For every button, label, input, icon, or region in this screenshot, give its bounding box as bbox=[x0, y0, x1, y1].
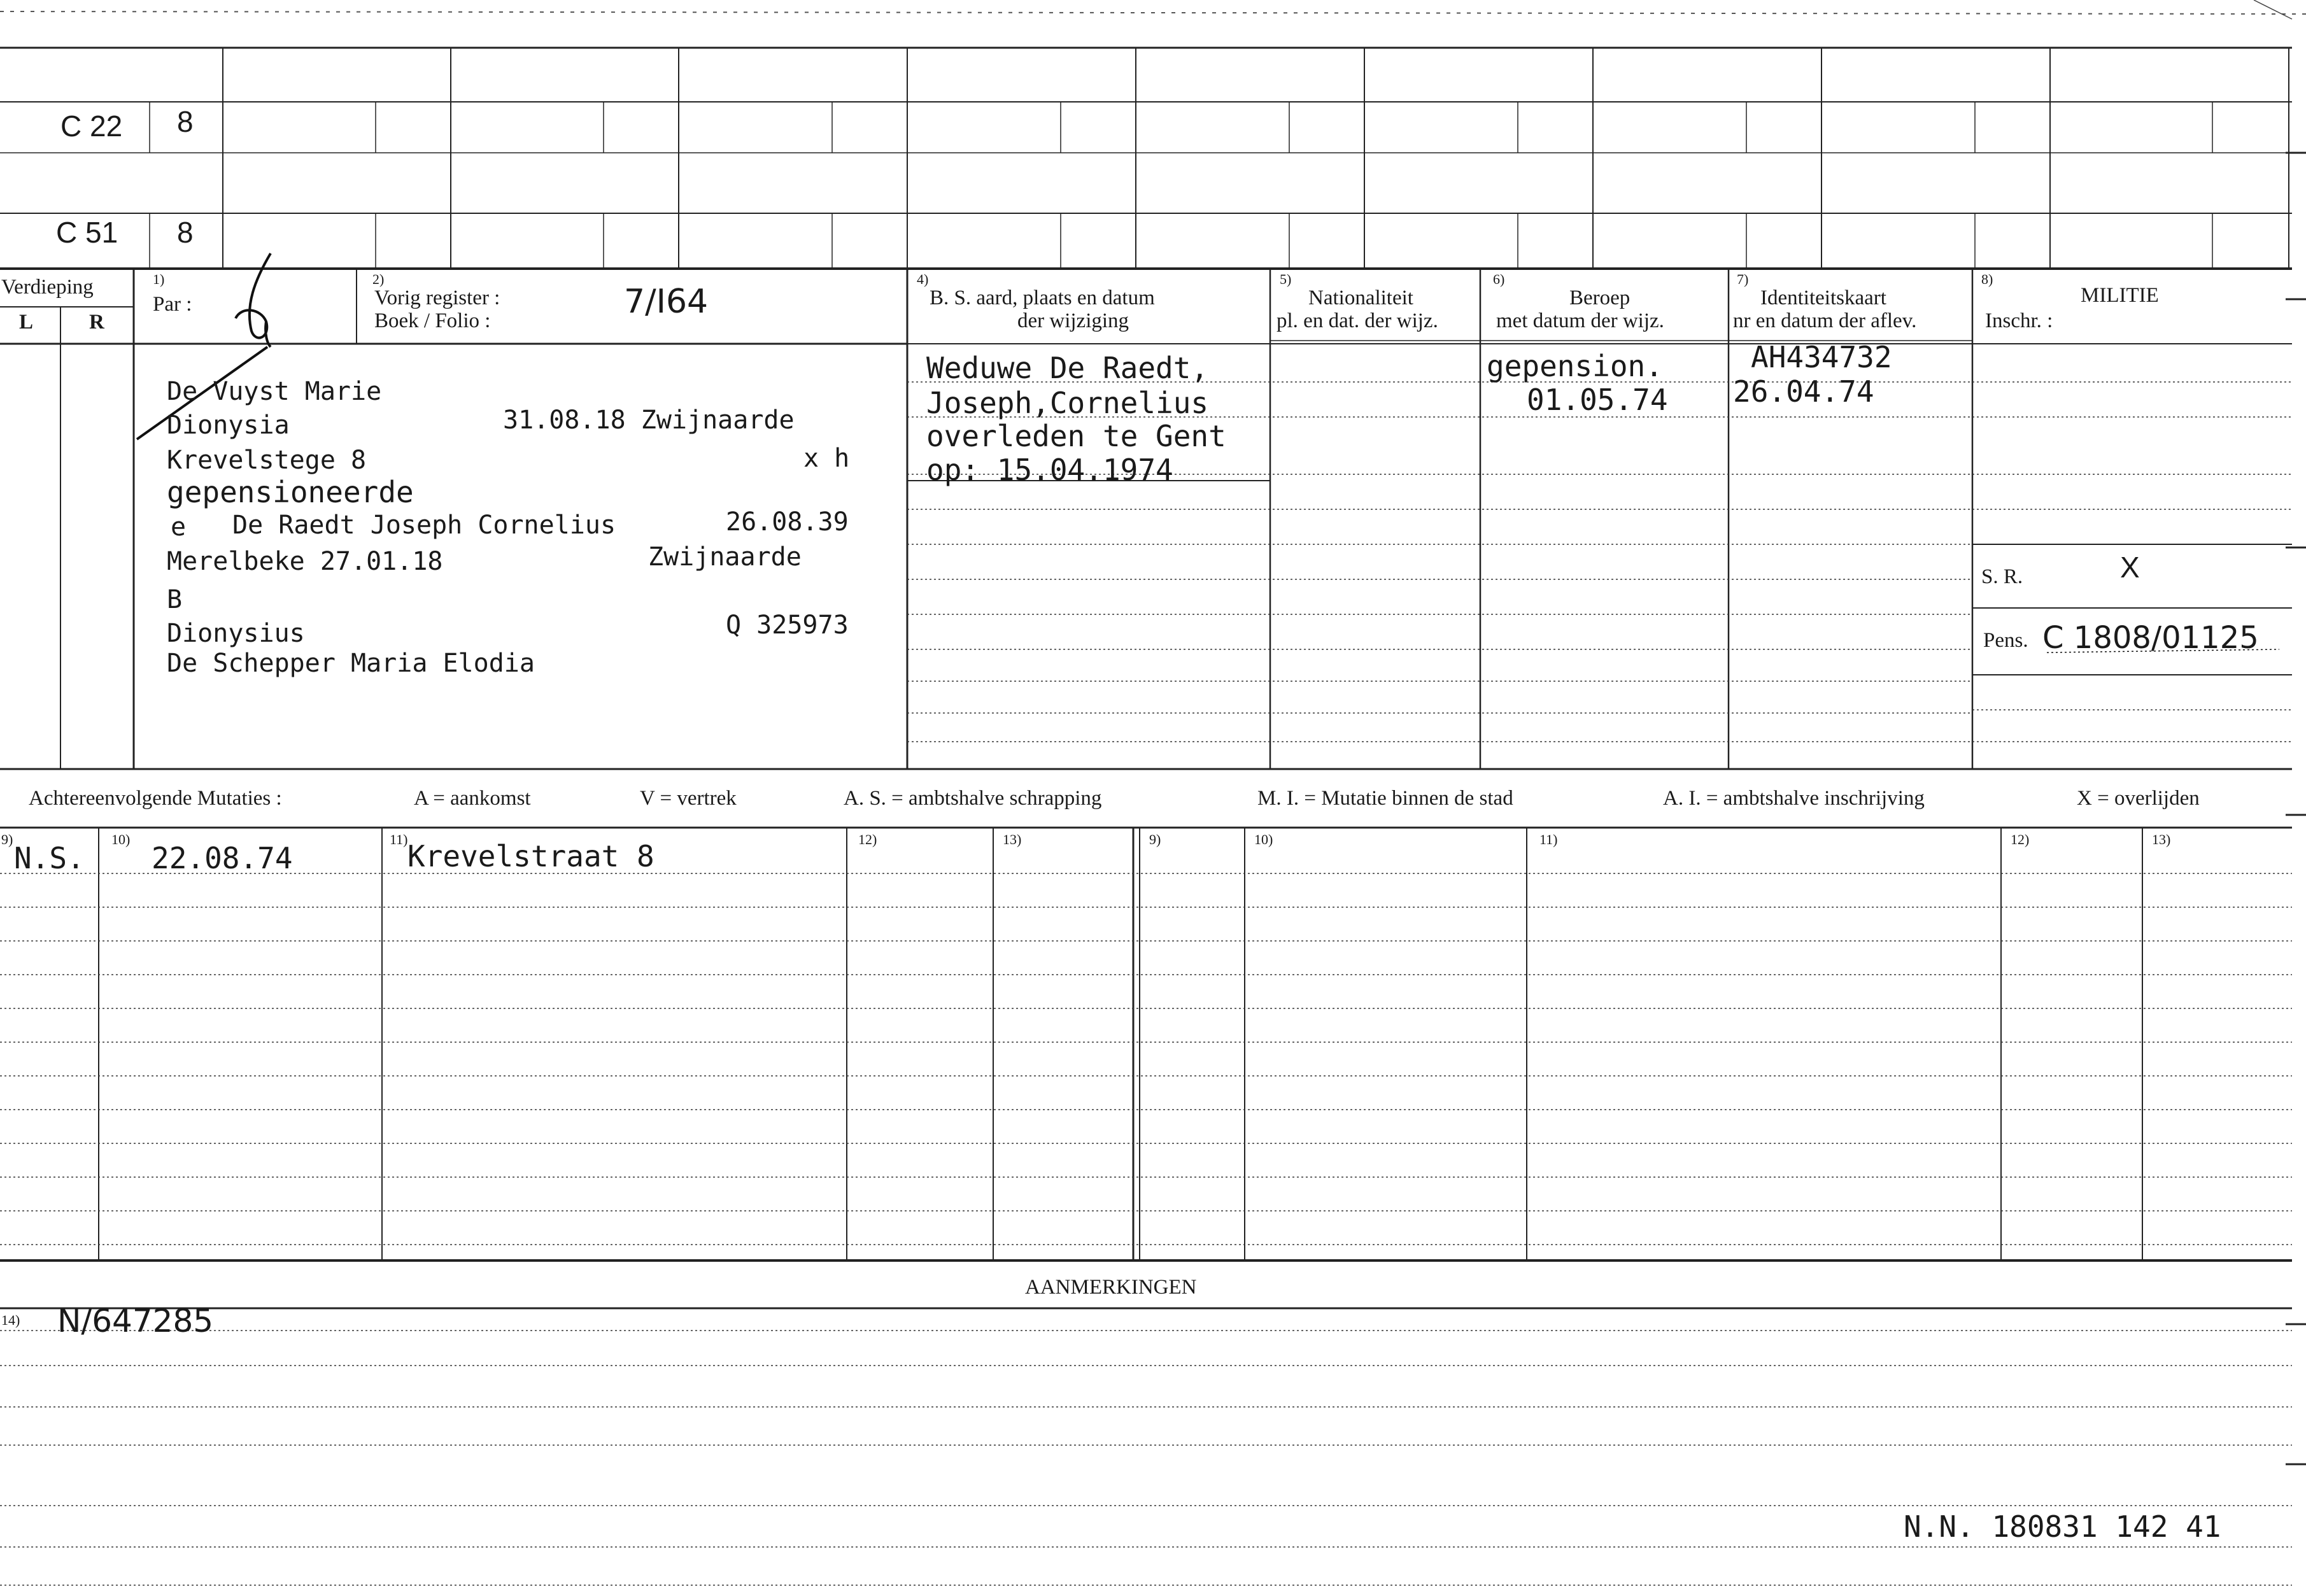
legend-ambtshalve-schrapping: A. S. = ambtshalve schrapping bbox=[844, 787, 1102, 810]
spouse-name: De Raedt Joseph Cornelius bbox=[232, 511, 616, 540]
spouse-residence: Zwijnaarde bbox=[648, 542, 802, 572]
person-occupation: gepensioneerde bbox=[167, 475, 414, 509]
field-2-number: 2) bbox=[372, 271, 385, 287]
field-8-number: 8) bbox=[1981, 271, 1993, 287]
nationality-header-line2: pl. en dat. der wijz. bbox=[1277, 309, 1438, 332]
vorig-register-value: 7/I64 bbox=[624, 283, 709, 321]
national-number: N.N. 180831 142 41 bbox=[1904, 1509, 2221, 1544]
field-1-number: 1) bbox=[153, 271, 165, 287]
beroep-value: gepension. bbox=[1487, 349, 1663, 383]
id-card-header-line1: Identiteitskaart bbox=[1760, 286, 1886, 309]
register-folio-2: 8 bbox=[177, 216, 194, 249]
mutation-code: N.S. bbox=[14, 841, 85, 875]
person-surname: De Vuyst Marie bbox=[167, 377, 382, 406]
person-address: Krevelstege 8 bbox=[167, 446, 367, 475]
beroep-header-line1: Beroep bbox=[1569, 286, 1630, 309]
spouse-birth: Merelbeke 27.01.18 bbox=[167, 547, 443, 576]
mutation-col-9b: 9) bbox=[1149, 831, 1161, 847]
spouse-prefix: e bbox=[171, 512, 187, 542]
field-6-number: 6) bbox=[1493, 271, 1505, 287]
id-card-number: AH434732 bbox=[1751, 340, 1892, 374]
register-code-1: C 22 bbox=[60, 109, 123, 143]
inschrijving-label: Inschr. : bbox=[1985, 309, 2053, 332]
bs-change-line1: Weduwe De Raedt, bbox=[926, 351, 1209, 385]
pens-label: Pens. bbox=[1983, 629, 2028, 652]
mutation-col-13: 13) bbox=[1003, 831, 1022, 847]
mutation-col-10b: 10) bbox=[1254, 831, 1273, 847]
person-birth: 31.08.18 Zwijnaarde bbox=[503, 406, 795, 435]
sr-value: X bbox=[2120, 551, 2140, 584]
bs-header-line1: B. S. aard, plaats en datum bbox=[930, 286, 1155, 309]
mutation-col-12: 12) bbox=[858, 831, 877, 847]
floor-right-label: R bbox=[89, 311, 104, 334]
remarks-field-number: 14) bbox=[1, 1312, 20, 1328]
father-name: Dionysius bbox=[167, 619, 305, 648]
mutation-col-10: 10) bbox=[111, 831, 131, 847]
person-status-mark: x h bbox=[803, 444, 850, 473]
id-card-date: 26.04.74 bbox=[1733, 374, 1874, 409]
id-card-header-line2: nr en datum der aflev. bbox=[1733, 309, 1917, 332]
beroep-header-line2: met datum der wijz. bbox=[1496, 309, 1664, 332]
mutation-date: 22.08.74 bbox=[152, 841, 293, 875]
mutation-col-12b: 12) bbox=[2011, 831, 2030, 847]
par-label: Par : bbox=[153, 293, 192, 316]
mutation-col-11: 11) bbox=[390, 831, 408, 847]
mutation-col-13b: 13) bbox=[2152, 831, 2171, 847]
legend-mutatie-stad: M. I. = Mutatie binnen de stad bbox=[1257, 787, 1513, 810]
bs-change-line3: overleden te Gent bbox=[926, 419, 1226, 453]
beroep-date: 01.05.74 bbox=[1527, 383, 1668, 417]
person-given-name: Dionysia bbox=[167, 411, 290, 440]
verdieping-label: Verdieping bbox=[1, 276, 94, 299]
mutation-col-11b: 11) bbox=[1539, 831, 1558, 847]
bs-change-line4: op: 15.04.1974 bbox=[926, 453, 1173, 487]
mutation-address: Krevelstraat 8 bbox=[407, 839, 654, 873]
legend-vertrek: V = vertrek bbox=[640, 787, 737, 810]
legend-aankomst: A = aankomst bbox=[414, 787, 531, 810]
legend-overlijden: X = overlijden bbox=[2077, 787, 2200, 810]
register-folio-1: 8 bbox=[177, 105, 194, 138]
legend-ambtshalve-inschrijving: A. I. = ambtshalve inschrijving bbox=[1663, 787, 1925, 810]
pens-value: C 1808/01125 bbox=[2042, 620, 2259, 656]
nationality-header-line1: Nationaliteit bbox=[1308, 286, 1413, 309]
field-7-number: 7) bbox=[1737, 271, 1749, 287]
remarks-title: AANMERKINGEN bbox=[1025, 1276, 1197, 1299]
boek-folio-label: Boek / Folio : bbox=[374, 309, 491, 332]
marriage-date: 26.08.39 bbox=[726, 507, 849, 537]
civil-status-letter: B bbox=[167, 585, 183, 614]
remarks-reference: N/647285 bbox=[57, 1303, 214, 1339]
bs-header-line2: der wijziging bbox=[1017, 309, 1129, 332]
sr-label: S. R. bbox=[1981, 565, 2023, 588]
vorig-register-label: Vorig register : bbox=[374, 286, 500, 309]
militie-header: MILITIE bbox=[2081, 284, 2159, 307]
field-5-number: 5) bbox=[1280, 271, 1292, 287]
register-code-2: C 51 bbox=[56, 216, 118, 249]
mother-name: De Schepper Maria Elodia bbox=[167, 649, 535, 678]
bs-change-line2: Joseph,Cornelius bbox=[926, 386, 1209, 420]
mutations-legend-title: Achtereenvolgende Mutaties : bbox=[29, 787, 282, 810]
mutation-col-9: 9) bbox=[1, 831, 13, 847]
field-4-number: 4) bbox=[917, 271, 929, 287]
floor-left-label: L bbox=[19, 311, 34, 334]
reference-code: Q 325973 bbox=[726, 611, 849, 640]
